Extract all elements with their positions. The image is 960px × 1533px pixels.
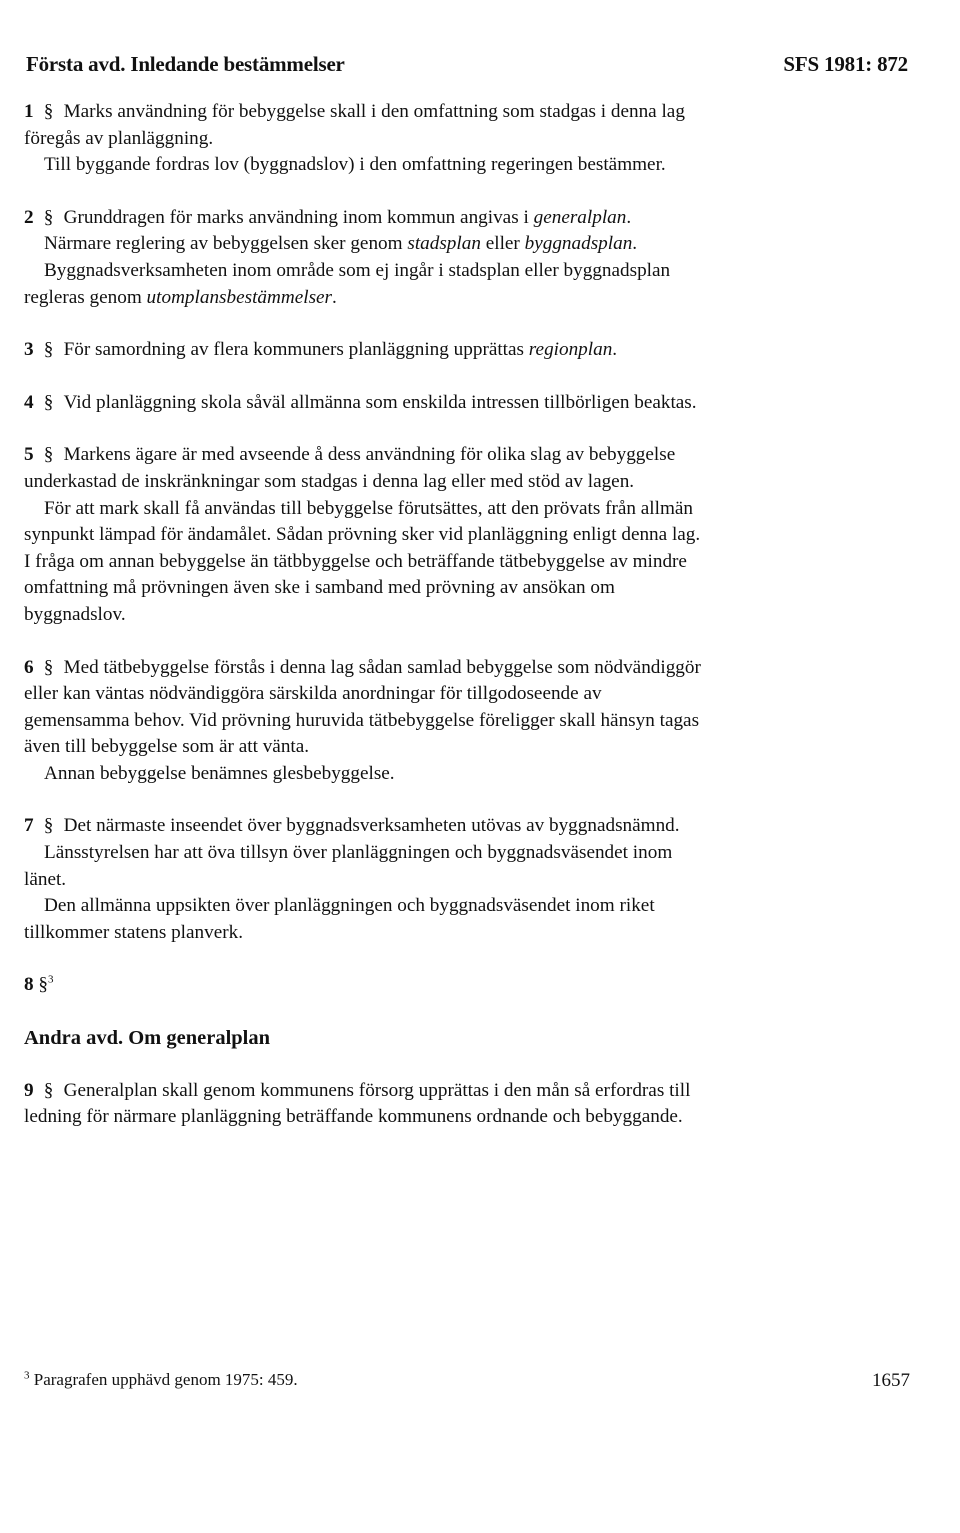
- paragraph-text: eller: [480, 233, 525, 255]
- section-sign-icon: §: [43, 206, 54, 228]
- section-number: 6: [24, 656, 34, 678]
- paragraph-text: Det närmaste inseendet över byggnadsverksamheten utövas av byggnadsnämnd.: [63, 815, 680, 837]
- paragraph-text: Med tätbebyggelse förstås i denna lag sådan samlad bebyggelse som nödvändiggör eller kan väntas nödvändiggöra särskilda anordningar för tillgodoseende av gemensamma behov. Vid prövning huruvida tätbebyggelse föreligger skall hänsyn tagas även till bebyggelse som är att vänta.: [24, 656, 701, 758]
- paragraph-text: Byggnadsverksamheten inom område som ej ingår i stadsplan eller byggnadsplan regleras genom: [24, 259, 671, 308]
- section-5-paragraph-2: För att mark skall få användas till bebyggelse förutsättes, att den prövats från allmän synpunkt lämpad för ändamålet. Sådan prövning sker vid planläggning enligt denna lag. I fråga om annan bebyggelse än tätbbyggelse och beträffande tätbebyggelse av mindre omfattning må prövningen även ske i samband med prövning av ansökan om byggnadslov.: [24, 497, 701, 625]
- paragraph-text: .: [626, 206, 632, 228]
- page-number: 1657: [872, 1370, 910, 1391]
- section-4-paragraph-1: [24, 390, 706, 417]
- section-7: [24, 813, 706, 946]
- page-header: [26, 52, 908, 77]
- paragraph-text: Markens ägare är med avseende å dess användning för olika slag av bebyggelse underkastad de inskränkningar som stadgas i denna lag eller med stöd av lagen.: [24, 444, 676, 492]
- section-sign-icon: §: [43, 339, 54, 361]
- section-6-paragraph-1: [24, 655, 706, 761]
- section-sign-icon: §: [43, 815, 54, 837]
- section-7-paragraph-2: Länsstyrelsen har att öva tillsyn över planläggningen och byggnadsväsendet inom länet.: [24, 842, 673, 890]
- section-sign-icon: §: [43, 444, 54, 466]
- section-sign-icon: §: [38, 974, 48, 996]
- defined-term: byggnadsplan: [524, 233, 633, 255]
- section-sign-icon: §: [43, 1079, 54, 1101]
- paragraph-text: Marks användning för bebyggelse skall i den omfattning som stadgas i denna lag föregås av planläggning.: [24, 101, 685, 149]
- section-8-paragraph-1: [24, 972, 706, 999]
- part-heading: Första avd. Inledande bestämmelser: [26, 52, 345, 76]
- section-8: [24, 972, 706, 999]
- sfs-number: SFS 1981: 872: [783, 52, 908, 76]
- section-number: 5: [24, 444, 34, 466]
- section-5: [24, 442, 706, 628]
- paragraph-text: För samordning av flera kommuners planläggning upprättas: [63, 339, 529, 361]
- defined-term: stadsplan: [407, 233, 481, 255]
- paragraph-text: Närmare reglering av bebyggelsen sker genom: [44, 233, 408, 255]
- part-heading-2: Andra avd. Om generalplan: [24, 1027, 271, 1050]
- section-3-paragraph-1: [24, 337, 706, 364]
- section-9-paragraph-1: [24, 1078, 706, 1131]
- paragraph-text: Grunddragen för marks användning inom kommun angivas i: [63, 206, 534, 228]
- section-2-paragraph-1: [24, 205, 706, 232]
- section-number: 8: [24, 974, 34, 996]
- section-4: [24, 390, 706, 417]
- footnote-marker: 3: [24, 1369, 30, 1382]
- section-number: 1: [24, 101, 34, 122]
- defined-term: utomplansbestämmelser: [146, 286, 333, 308]
- section-7-paragraph-1: [24, 813, 706, 840]
- section-2-paragraph-3: [24, 258, 706, 311]
- section-2: [24, 205, 706, 311]
- paragraph-text: Generalplan skall genom kommunens försorg upprättas i den mån så erfordras till ledning för närmare planläggning beträffande kommunens ordnande och bebyggande.: [24, 1079, 691, 1128]
- footnote-text: Paragrafen upphävd genom 1975: 459.: [29, 1370, 298, 1389]
- section-number: 2: [24, 206, 34, 228]
- section-2-paragraph-2: [24, 231, 706, 258]
- section-sign-icon: §: [43, 391, 54, 413]
- section-1: [24, 99, 706, 179]
- section-1-paragraph-1: [24, 99, 706, 152]
- paragraph-text: .: [612, 339, 618, 361]
- section-3: [24, 337, 706, 364]
- section-sign-icon: §: [43, 101, 54, 122]
- section-9: [24, 1078, 706, 1131]
- section-6-paragraph-2: Annan bebyggelse benämnes glesbebyggelse.: [44, 762, 395, 784]
- defined-term: generalplan: [533, 206, 627, 228]
- section-1-paragraph-2: Till byggande fordras lov (byggnadslov) i den omfattning regeringen bestämmer.: [44, 154, 666, 176]
- paragraph-text: .: [632, 233, 638, 255]
- section-7-paragraph-3: Den allmänna uppsikten över planläggningen och byggnadsväsendet inom riket tillkommer statens planverk.: [24, 895, 655, 943]
- section-5-paragraph-1: [24, 442, 706, 495]
- statute-text: [24, 99, 706, 1131]
- section-6: [24, 655, 706, 788]
- section-sign-icon: §: [43, 656, 54, 678]
- section-number: 4: [24, 391, 34, 413]
- paragraph-text: .: [332, 286, 337, 308]
- paragraph-text: Vid planläggning skola såväl allmänna som enskilda intressen tillbörligen beaktas.: [63, 391, 697, 413]
- footnote-reference: 3: [47, 974, 54, 987]
- defined-term: regionplan: [528, 339, 613, 361]
- section-number: 3: [24, 339, 34, 361]
- section-number: 9: [24, 1079, 34, 1101]
- section-number: 7: [24, 815, 34, 837]
- footnote: [24, 1370, 298, 1390]
